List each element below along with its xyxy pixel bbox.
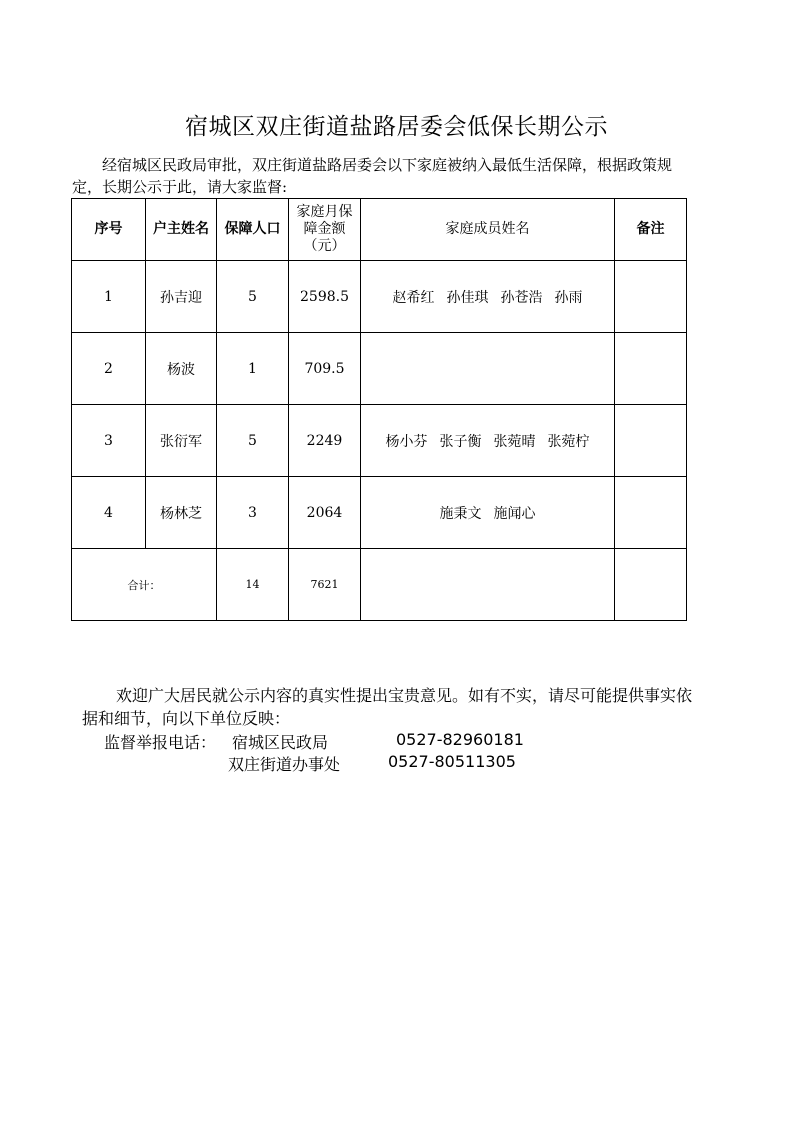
member-name: 张菀晴 <box>493 433 536 450</box>
phone-civil-affairs: 0527-82960181 <box>396 730 524 749</box>
cell-people: 5 <box>217 261 289 333</box>
total-remarks-empty <box>615 549 687 621</box>
cell-index: 4 <box>72 477 146 549</box>
office-subdistrict: 双庄街道办事处 <box>228 755 341 774</box>
member-name: 孙雨 <box>554 289 583 306</box>
cell-head-name: 杨林芝 <box>146 477 217 549</box>
cell-members <box>361 333 615 405</box>
table-row <box>72 405 687 477</box>
header-amount <box>289 199 361 261</box>
cell-remarks <box>615 477 687 549</box>
header-remarks: 备注 <box>615 199 687 261</box>
total-row <box>72 549 687 621</box>
office-civil-affairs: 宿城区民政局 <box>232 733 329 752</box>
table-row <box>72 477 687 549</box>
closing-paragraph <box>82 684 702 730</box>
cell-amount: 2598.5 <box>289 261 361 333</box>
cell-amount: 2064 <box>289 477 361 549</box>
member-name: 赵希红 <box>392 289 435 306</box>
member-name: 施闻心 <box>493 505 536 522</box>
cell-remarks <box>615 261 687 333</box>
header-head-name: 户主姓名 <box>146 199 217 261</box>
cell-head-name: 张衍军 <box>146 405 217 477</box>
cell-people: 5 <box>217 405 289 477</box>
header-members: 家庭成员姓名 <box>361 199 615 261</box>
page-title: 宿城区双庄街道盐路居委会低保长期公示 <box>185 114 608 140</box>
phone-subdistrict: 0527-80511305 <box>388 752 516 771</box>
cell-remarks <box>615 333 687 405</box>
hotline-label: 监督举报电话： <box>104 733 217 752</box>
header-index: 序号 <box>72 199 146 261</box>
cell-index: 1 <box>72 261 146 333</box>
member-name: 张子衡 <box>439 433 482 450</box>
member-name: 孙佳琪 <box>446 289 489 306</box>
table-row <box>72 261 687 333</box>
total-members-empty <box>361 549 615 621</box>
cell-people: 3 <box>217 477 289 549</box>
cell-index: 2 <box>72 333 146 405</box>
member-name: 孙苍浩 <box>500 289 543 306</box>
cell-amount: 2249 <box>289 405 361 477</box>
intro-paragraph: 经宿城区民政局审批，双庄街道盐路居委会以下家庭被纳入最低生活保障，根据政策规定，长期公示于此，请大家监督: <box>72 156 673 196</box>
header-amount-line1: 家庭月保 <box>296 204 353 220</box>
cell-amount: 709.5 <box>289 333 361 405</box>
cell-members <box>361 261 615 333</box>
cell-remarks <box>615 405 687 477</box>
header-people: 保障人口 <box>217 199 289 261</box>
total-amount: 7621 <box>289 549 361 621</box>
cell-index: 3 <box>72 405 146 477</box>
header-amount-line3: （元） <box>303 238 346 254</box>
member-name: 施秉文 <box>439 505 482 522</box>
cell-people: 1 <box>217 333 289 405</box>
member-name: 杨小芬 <box>385 433 428 450</box>
table-header-row <box>72 199 687 261</box>
member-name: 张菀柠 <box>547 433 590 450</box>
cell-head-name: 杨波 <box>146 333 217 405</box>
cell-members <box>361 477 615 549</box>
cell-members <box>361 405 615 477</box>
total-label: 合计： <box>72 549 217 621</box>
cell-head-name: 孙吉迎 <box>146 261 217 333</box>
header-amount-line2: 障金额 <box>303 221 346 237</box>
table-row <box>72 333 687 405</box>
subsidy-table <box>71 198 687 621</box>
total-people: 14 <box>217 549 289 621</box>
feedback-text: 欢迎广大居民就公示内容的真实性提出宝贵意见。如有不实，请尽可能提供事实依据和细节，向以下单位反映： <box>82 686 693 728</box>
